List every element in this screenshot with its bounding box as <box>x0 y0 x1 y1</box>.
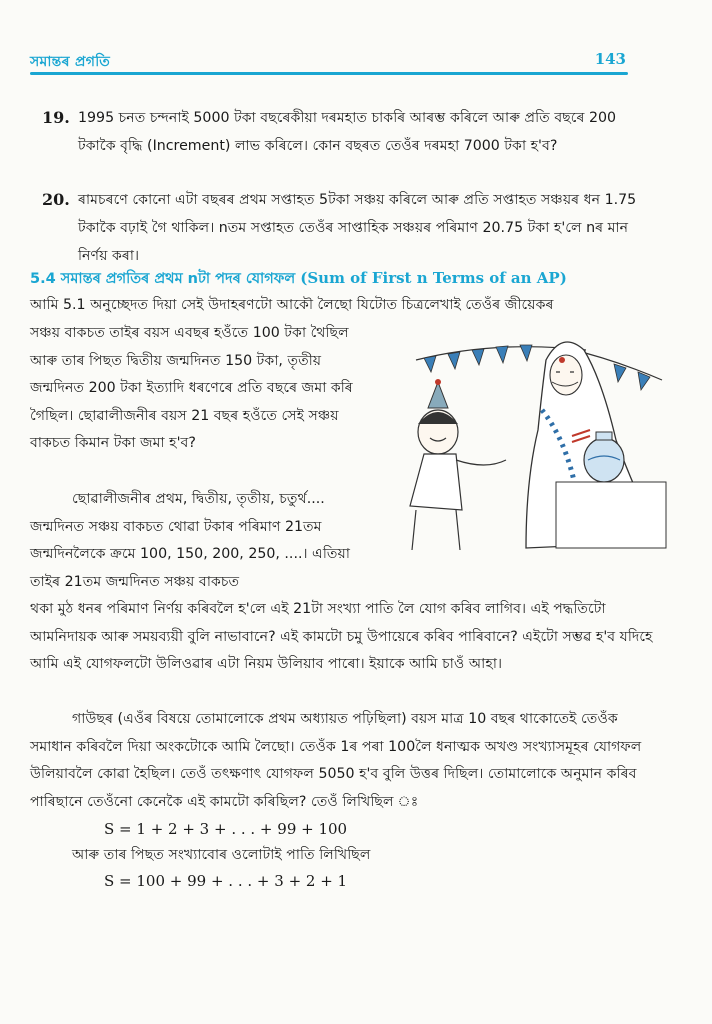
paragraph-2: থকা মুঠ ধনৰ পৰিমাণ নিৰ্ণয় কৰিবলৈ হ'লে এই 21টা সংখ্যা পাতি লৈ যোগ কৰিব লাগিব। এই পদ্ধতিটো আমনিদায়ক আৰু সময়ব্যয়ী বুলি নাভাবানে? এই কামটো চমু উপায়েৰে কৰিব পাৰিবানে? এইটো সম্ভৱ হ'ব যদিহে আমি এই যোগফলটো উলিওৱাৰ এটা নিয়ম উলিয়াব পাৰো। ইয়াকে আমি চাওঁ আহা। <box>30 601 653 672</box>
section-heading <box>30 268 650 292</box>
question-number: 20. <box>42 190 70 209</box>
paragraph-1: সঞ্চয় বাকচত তাইৰ বয়স এবছৰ হওঁতে 100 টকা থৈছিল আৰু তাৰ পিছত দ্বিতীয় জন্মদিনত 150 টকা, তৃতীয় জন্মদিনত 200 টকা ইত্যাদি ধৰণেৰে প্ৰতি বছৰে জমা কৰি গৈছিল। ছোৱালীজনীৰ বয়স 21 বছৰ হওঁতে সেই সঞ্চয় বাকচত কিমান টকা জমা হ'ব? <box>30 325 353 451</box>
paragraph-3: গাউছৰ (এওঁৰ বিষয়ে তোমালোকে প্ৰথম অধ্যায়ত পঢ়িছিলা) বয়স মাত্ৰ 10 বছৰ থাকোতেই তেওঁক সমাধান কৰিবলৈ দিয়া অংকটোকে আমি লৈছো। তেওঁক 1ৰ পৰা 100লৈ ধনাত্মক অখণ্ড সংখ্যাসমূহৰ যোগফল উলিয়াবলৈ কোৱা হৈছিল। তেওঁ তৎক্ষণাৎ যোগফল 5050 হ'ব বুলি উত্তৰ দিছিল। তোমালোকে অনুমান কৰিব পাৰিছানে তেওঁনো কেনেকৈ এই কামটো কৰিছিল? তেওঁ লিখিছিল ঃ <box>30 711 642 810</box>
question-number: 19. <box>42 108 70 127</box>
paragraph-2-narrow: ছোৱালীজনীৰ প্ৰথম, দ্বিতীয়, তৃতীয়, চতুৰ্থ.... জন্মদিনত সঞ্চয় বাকচত থোৱা টকাৰ পৰিমাণ 21তম জন্মদিনলৈকে ক্ৰমে 100, 150, 200, 250, ....। এতিয়া তাইৰ 21তম জন্মদিনত সঞ্চয় বাকচত <box>30 491 351 590</box>
section-title-english: (Sum of First n Terms of an AP) <box>300 269 567 287</box>
question-text: 1995 চনত চন্দনাই 5000 টকা বছৰেকীয়া দৰমহাত চাকৰি আৰম্ভ কৰিলে আৰু প্ৰতি বছৰে 200 টকাকৈ বৃদ্ধি (Increment) লাভ কৰিলে। কোন বছৰত তেওঁৰ দৰমহা 7000 টকা হ'ব? <box>78 110 617 154</box>
header-rule <box>30 72 628 75</box>
running-header <box>30 46 630 80</box>
mother-daughter-illustration <box>376 320 668 552</box>
page-number: 143 <box>594 50 626 68</box>
section-title-assamese: সমান্তৰ প্ৰগতিৰ প্ৰথম nটা পদৰ যোগফল <box>60 271 296 287</box>
chapter-title: সমান্তৰ প্ৰগতি <box>30 54 111 70</box>
section-number: 5.4 <box>30 271 56 287</box>
question-text: ৰামচৰণে কোনো এটা বছৰৰ প্ৰথম সপ্তাহত 5টকা সঞ্চয় কৰিলে আৰু প্ৰতি সপ্তাহত সঞ্চয়ৰ ধন 1.75 টকাকৈ বঢ়াই গৈ থাকিল। nতম সপ্তাহত তেওঁৰ সাপ্তাহিক সঞ্চয়ৰ পৰিমাণ 20.75 টকা হ'লে nৰ মান নিৰ্ণয় কৰা। <box>78 192 637 264</box>
paragraph-4: আৰু তাৰ পিছত সংখ্যাবোৰ ওলোটাই পাতি লিখিছিল <box>72 847 371 863</box>
paragraph-1-line-1: আমি 5.1 অনুচ্ছেদত দিয়া সেই উদাহৰণটো আকৌ লৈছো যিটোত চিত্ৰলেখাই তেওঁৰ জীয়েকৰ <box>30 297 554 313</box>
equation-2: S = 100 + 99 + . . . + 3 + 2 + 1 <box>104 872 348 890</box>
equation-1: S = 1 + 2 + 3 + . . . + 99 + 100 <box>104 820 348 838</box>
